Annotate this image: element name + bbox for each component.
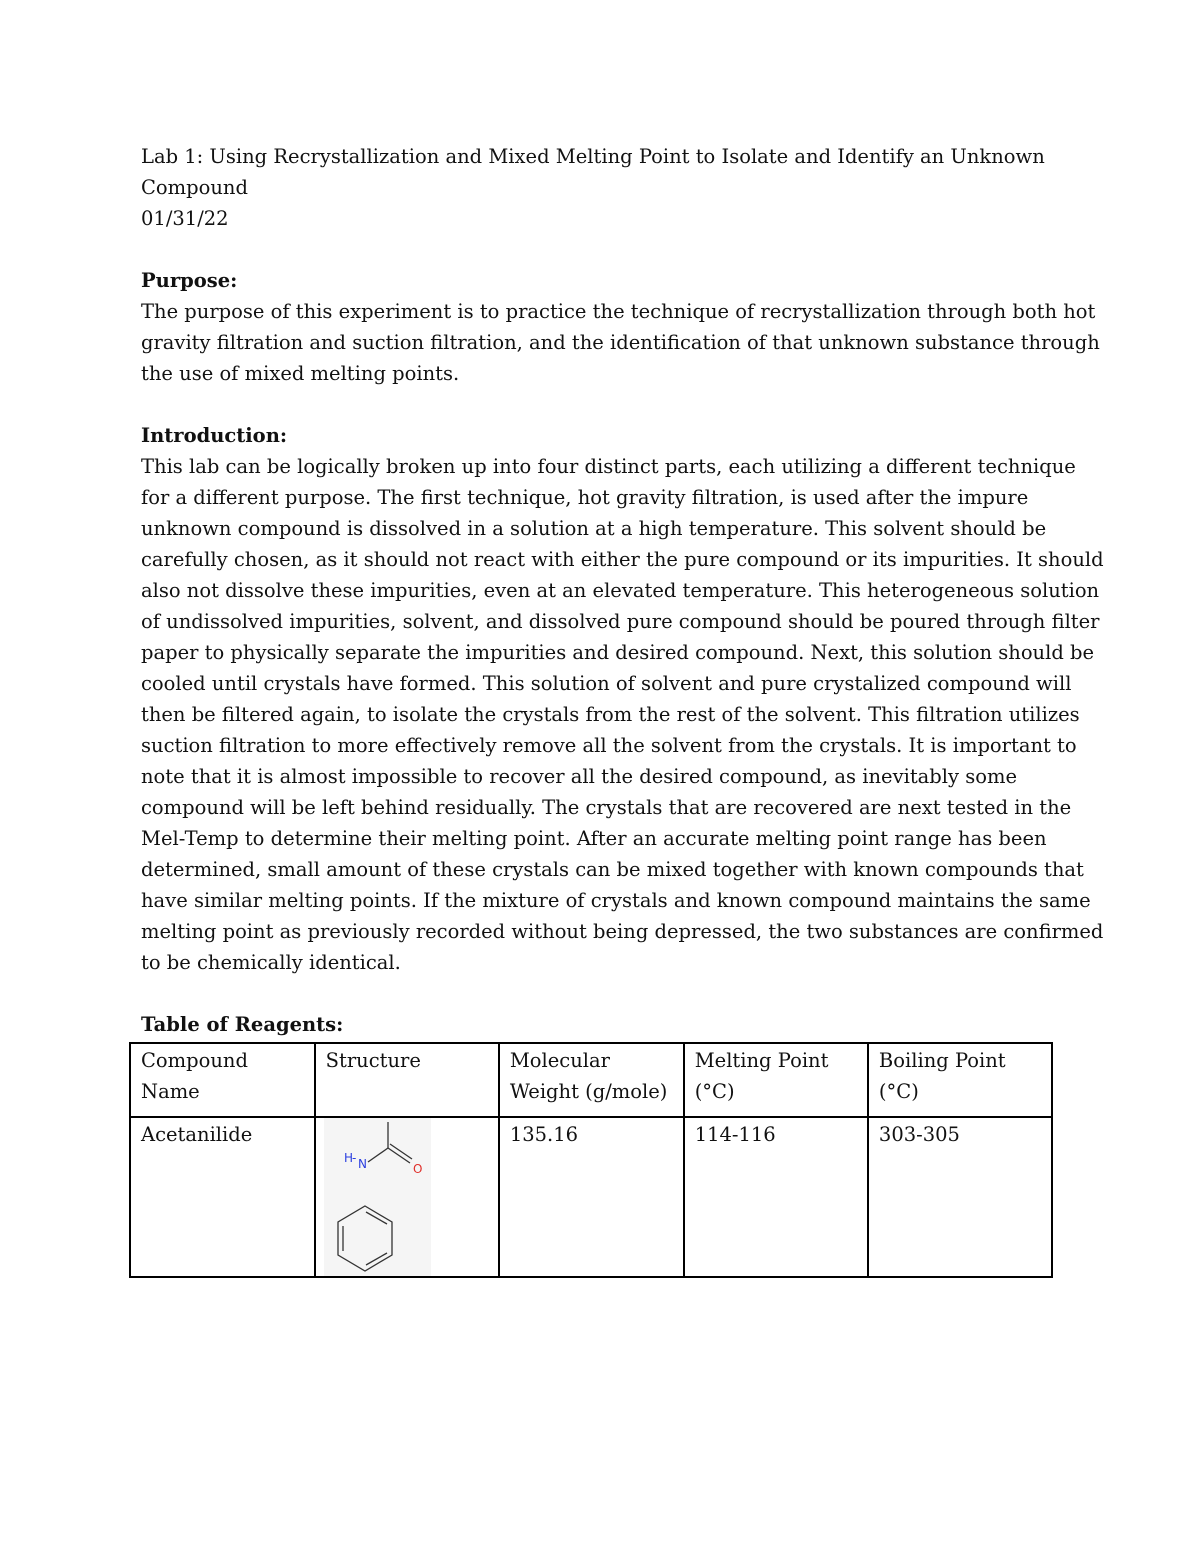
column-header-text: Compound [141, 1049, 248, 1072]
column-header-compound-name [130, 1043, 315, 1117]
column-header-text: Structure [325, 1049, 421, 1072]
introduction-line: determined, small amount of these crystals can be mixed together with known compounds that [141, 858, 1084, 881]
cell-compound-name: Acetanilide [130, 1117, 315, 1277]
hydrogen-atom-label: H [343, 1151, 353, 1165]
table-header-row [130, 1043, 1052, 1117]
introduction-line: note that it is almost impossible to recover all the desired compound, as inevitably some [141, 765, 1018, 788]
cell-boiling-point: 303-305 [868, 1117, 1052, 1277]
introduction-line: Mel-Temp to determine their melting point. After an accurate melting point range has been [141, 827, 1047, 850]
acetanilide-structure-image [324, 1118, 431, 1276]
column-header-melting-point [684, 1043, 868, 1117]
introduction-line: suction filtration to more effectively remove all the solvent from the crystals. It is important to [141, 734, 1077, 757]
column-header-boiling-point [868, 1043, 1052, 1117]
table-row [130, 1117, 1052, 1277]
introduction-line: have similar melting points. If the mixture of crystals and known compound maintains the same [141, 889, 1091, 912]
purpose-line: The purpose of this experiment is to practice the technique of recrystallization through both hot [141, 300, 1096, 323]
cell-molecular-weight: 135.16 [499, 1117, 684, 1277]
column-header-structure [315, 1043, 499, 1117]
introduction-line: unknown compound is dissolved in a solution at a high temperature. This solvent should be [141, 517, 1047, 540]
document-title-line-2: Compound [141, 176, 248, 199]
cell-structure [315, 1117, 499, 1277]
introduction-line: This lab can be logically broken up into four distinct parts, each utilizing a different technique [141, 455, 1076, 478]
introduction-line: melting point as previously recorded without being depressed, the two substances are confirmed [141, 920, 1104, 943]
purpose-heading: Purpose: [141, 269, 238, 292]
oxygen-atom-label: O [412, 1162, 423, 1176]
introduction-line: also not dissolve these impurities, even at an elevated temperature. This heterogeneous solution [141, 579, 1100, 602]
reagents-table [129, 1042, 1053, 1278]
introduction-line: then be filtered again, to isolate the crystals from the rest of the solvent. This filtration utilizes [141, 703, 1080, 726]
column-header-text: Weight (g/mole) [509, 1080, 668, 1103]
introduction-line: paper to physically separate the impurities and desired compound. Next, this solution should be [141, 641, 1095, 664]
structure-background [324, 1118, 431, 1276]
introduction-line: to be chemically identical. [141, 951, 401, 974]
document-page [141, 141, 1104, 1040]
introduction-heading: Introduction: [141, 424, 288, 447]
introduction-line: carefully chosen, as it should not react with either the pure compound or its impurities. It should [141, 548, 1104, 571]
column-header-molecular-weight [499, 1043, 684, 1117]
nitrogen-bond-dash: - [351, 1151, 356, 1165]
reagents-table-heading: Table of Reagents: [141, 1013, 344, 1036]
column-header-text: Boiling Point [878, 1049, 1006, 1072]
purpose-line: the use of mixed melting points. [141, 362, 460, 385]
document-title-line-1: Lab 1: Using Recrystallization and Mixed Melting Point to Isolate and Identify an Unknown [141, 145, 1045, 168]
column-header-text: (°C) [878, 1080, 919, 1103]
introduction-line: for a different purpose. The first technique, hot gravity filtration, is used after the impure [141, 486, 1029, 509]
purpose-line: gravity filtration and suction filtration, and the identification of that unknown substance through [141, 331, 1100, 354]
cell-melting-point: 114-116 [684, 1117, 868, 1277]
document-date: 01/31/22 [141, 207, 229, 230]
column-header-text: Molecular [509, 1049, 610, 1072]
column-header-text: Name [141, 1080, 200, 1103]
column-header-text: Melting Point [694, 1049, 829, 1072]
introduction-line: of undissolved impurities, solvent, and dissolved pure compound should be poured through filter [141, 610, 1100, 633]
introduction-line: compound will be left behind residually. The crystals that are recovered are next tested in the [141, 796, 1072, 819]
nitrogen-atom-label: N [357, 1157, 367, 1171]
column-header-text: (°C) [694, 1080, 735, 1103]
introduction-line: cooled until crystals have formed. This solution of solvent and pure crystalized compound will [141, 672, 1072, 695]
